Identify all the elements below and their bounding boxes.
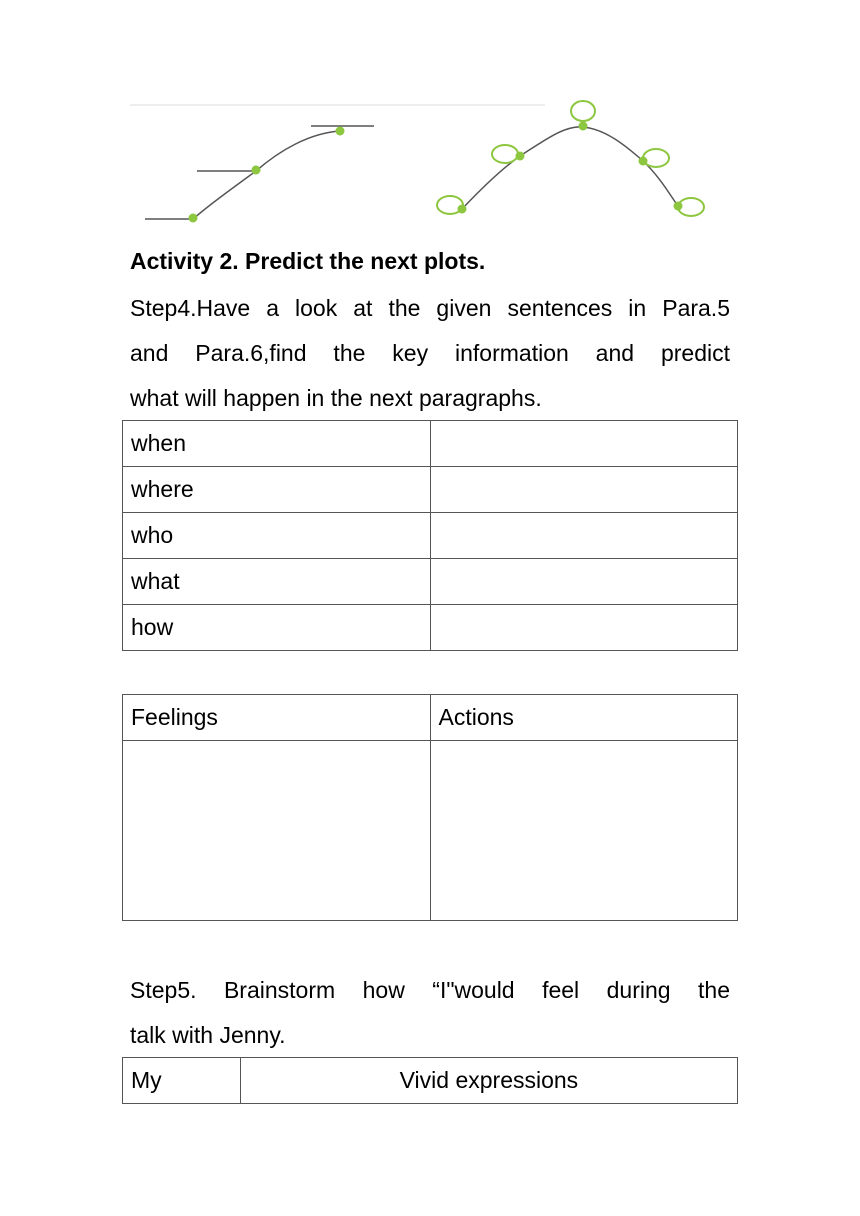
key-info-label: how bbox=[123, 605, 431, 651]
key-info-answer-cell[interactable] bbox=[430, 605, 737, 651]
step4-line-3: what will happen in the next paragraphs. bbox=[130, 385, 542, 411]
key-info-answer-cell[interactable] bbox=[430, 421, 737, 467]
step5-line-2: talk with Jenny. bbox=[130, 1022, 286, 1048]
actions-answer-cell[interactable] bbox=[430, 741, 738, 921]
plot-point bbox=[252, 166, 261, 175]
feelings-answer-cell[interactable] bbox=[123, 741, 431, 921]
key-info-answer-cell[interactable] bbox=[430, 513, 737, 559]
plot-point bbox=[336, 127, 345, 136]
activity-title: Activity 2. Predict the next plots. bbox=[130, 248, 486, 274]
key-info-answer-cell[interactable] bbox=[430, 559, 737, 605]
step4-paragraph bbox=[130, 286, 730, 421]
mountain-curve bbox=[462, 127, 678, 209]
plot-point bbox=[674, 202, 683, 211]
key-info-label: who bbox=[123, 513, 431, 559]
plot-ring bbox=[643, 149, 669, 167]
plot-ring bbox=[571, 101, 595, 121]
plot-point bbox=[189, 214, 198, 223]
step5-line-1: Step5. Brainstorm how “I"would feel during the bbox=[130, 977, 730, 1003]
rising-curve bbox=[193, 131, 340, 219]
plot-ring bbox=[492, 145, 518, 163]
key-info-label: where bbox=[123, 467, 431, 513]
feelings-header: Feelings bbox=[123, 695, 431, 741]
plot-point bbox=[458, 205, 467, 214]
expressions-table bbox=[122, 1057, 738, 1104]
plot-point bbox=[639, 157, 648, 166]
mountain-plot-diagram bbox=[437, 101, 704, 216]
key-info-table bbox=[122, 420, 738, 651]
plot-point bbox=[579, 122, 588, 131]
plot-point bbox=[516, 152, 525, 161]
key-info-label: when bbox=[123, 421, 431, 467]
step5-paragraph bbox=[130, 968, 730, 1058]
step4-line-1: Step4.Have a look at the given sentences in Para.5 bbox=[130, 295, 730, 321]
actions-header: Actions bbox=[430, 695, 738, 741]
feelings-actions-table bbox=[122, 694, 738, 921]
vivid-expressions-header: Vivid expressions bbox=[240, 1058, 737, 1104]
rising-plot-diagram bbox=[145, 126, 374, 223]
my-header: My bbox=[123, 1058, 241, 1104]
key-info-answer-cell[interactable] bbox=[430, 467, 737, 513]
key-info-label: what bbox=[123, 559, 431, 605]
step4-line-2: and Para.6,find the key information and predict bbox=[130, 340, 730, 366]
plot-diagrams bbox=[0, 95, 860, 230]
